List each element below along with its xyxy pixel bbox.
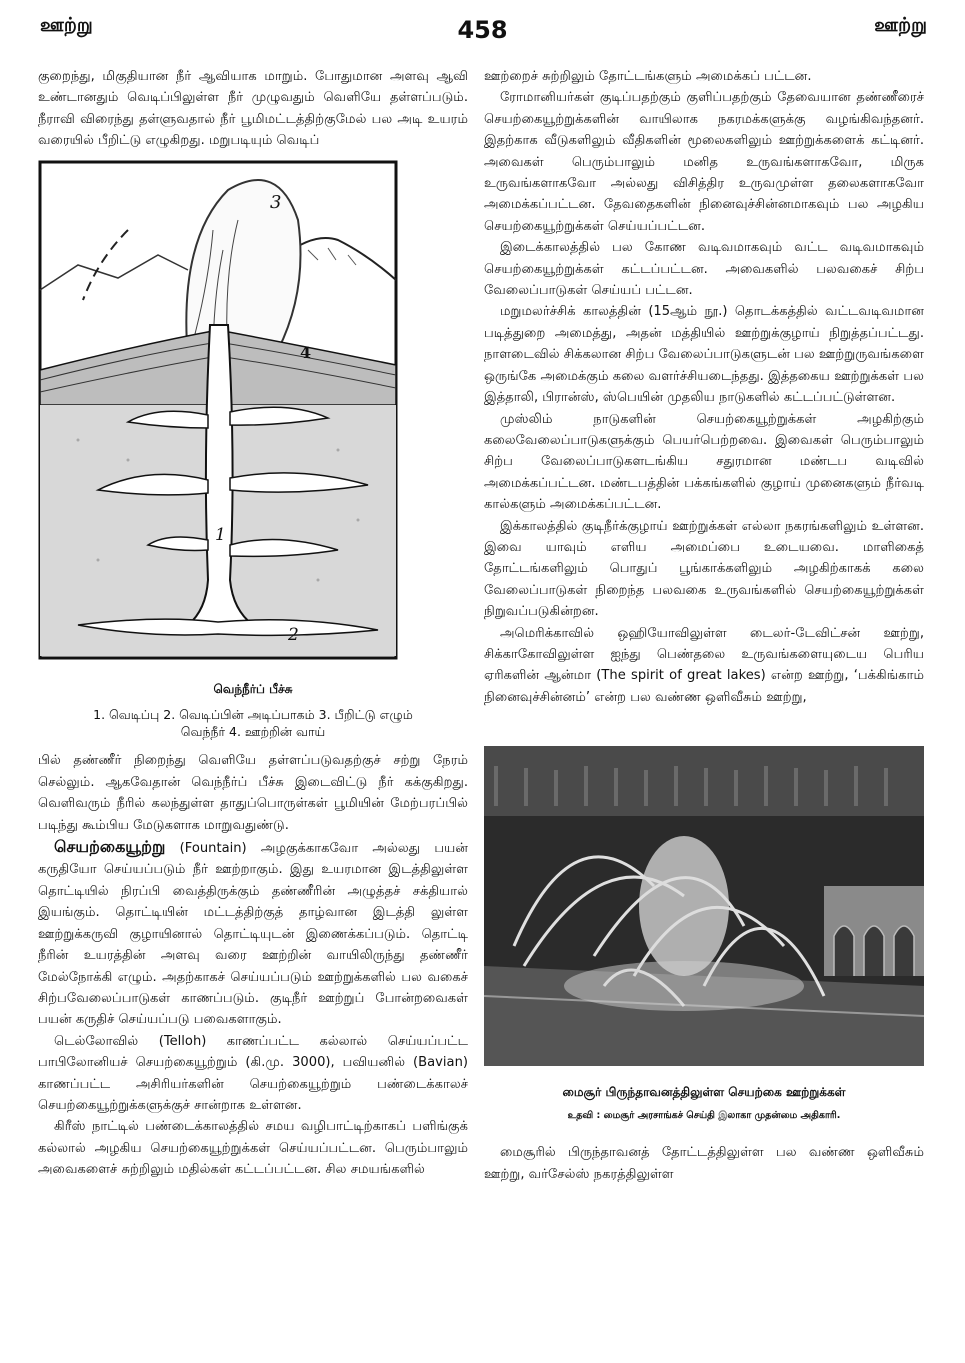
figure-legend [38,706,468,740]
header-right-title: ஊற்று [874,14,927,36]
legend-line-2: வெந்நீர் 4. ஊற்றின் வாய் [180,724,326,740]
right-paragraph-3: இடைக்காலத்தில் பல கோண வடிவமாகவும் வட்ட வடிவமாகவும் செயற்கையூற்றுக்கள் கட்டப்பட்டன. அவைகளில் பலவகைச் சிற்ப வேலைப்பாடுகள் செய்யப் பட்டன. [484,240,924,299]
right-column [484,66,924,1185]
page-number: 458 [457,16,508,44]
photo-credit: உதவி : மைசூர் அரசாங்கச் செய்தி இலாகா முதன்மை அதிகாரி. [567,1110,841,1121]
figure-label-2: 2 [288,624,299,645]
right-paragraph-5: முஸ்லிம் நாடுகளின் செயற்கையூற்றுக்கள் அழகிற்கும் கலைவேலைப்பாடுகளுக்கும் பெயர்பெற்றவை. இவைகள் பெரும்பாலும் சிற்ப வேலைப்பாடுகளடங்கிய சதுரமான மண்டப வடிவில் அமைக்கப்பட்டன. மண்டபத்தின் பக்கங்களில் குழாய் முனைகளும் நீர்வடி கால்களும் அமைக்கப்பட்டன. [484,411,924,513]
fountain-heading: செயற்கையூற்று [54,837,166,857]
right-paragraph-1: ஊற்றைச் சுற்றிலும் தோட்டங்களும் அமைக்கப் பட்டன. [484,69,812,84]
after-figure-paragraph: பில் தண்ணீர் நிறைந்து வெளியே தள்ளப்படுவதற்குச் சற்று நேரம் செல்லும். ஆகவேதான் வெந்நீர்ப் பீச்சு இடைவிட்டு நீர் கக்குகிறது. வெளிவரும் நீரில் கலந்துள்ள தாதுப்பொருள்கள் பூமியின் மேற்பரப்பில் படிந்து கூம்பிய மேடுகளாக மாறுவதுண்டு. [38,753,468,833]
right-paragraph-7: அமெரிக்காவில் ஒஹியோவிலுள்ள டைலர்-டேவிட்சன் ஊற்று, சிக்காகோவிலுள்ள ஐந்து பெண்தலை உருவங்களையுடைய பெரிய ஏரிகளின் ஆன்மா (The spirit of great lakes) என்ற ஊற்று, ‘பக்கிங்காம் நினைவுச்சின்னம்’ என்ற பல வண்ண ஒளிவீசும் ஊற்று, [484,625,924,705]
right-paragraph-6: இக்காலத்தில் குடிநீர்க்குழாய் ஊற்றுக்கள் எல்லா நகரங்களிலும் உள்ளன. இவை யாவும் எளிய அமைப்பை உடையவை. மாளிகைத் தோட்டங்களிலும் பொதுப் பூங்காக்களிலும் அழகிற்காகக் கலை வேலைப்பாடுகள் நிறைந்த பலவகை உருவங்களில் செயற்கையூற்றுக்கள் நிறுவப்படுகின்றன. [484,518,924,620]
fountain-paragraph [38,836,468,1031]
fountain-photo [484,746,924,1066]
right-paragraph-8: மைசூரில் பிருந்தாவனத் தோட்டத்திலுள்ள பல வண்ண ஒளிவீசும் ஊற்று, வர்சேல்ஸ் நகரத்திலுள்ள [484,1145,924,1182]
left-column [38,66,468,1181]
geyser-diagram [38,160,398,660]
photo-caption: மைசூர் பிருந்தாவனத்திலுள்ள செயற்கை ஊற்றுக்கள் [562,1084,846,1099]
header-left-title: ஊற்று [40,14,93,36]
intro-paragraph: குறைந்து, மிகுதியான நீர் ஆவியாக மாறும். போதுமான அளவு ஆவி உண்டானதும் வெடிப்பிலுள்ள நீர் முழுவதும் வெளியே தள்ளப்படும். நீராவி விரைந்து தள்ளுவதால் நீர் பூமிமட்டத்திற்குமேல் பல அடி உயரம் வரையில் பீறிட்டு எழுகிறது. மறுபடியும் வெடிப் [38,69,468,149]
legend-line-1: 1. வெடிப்பு 2. வெடிப்பின் அடிப்பாகம் 3. பீறிட்டு எழும் [93,707,413,723]
telloh-paragraph: டெல்லோவில் (Telloh) காணப்பட்ட கல்லால் செய்யப்பட்ட பாபிலோனியச் செயற்கையூற்றும் (கி.மு. 3000), பவியனில் (Bavian) காணப்பட்ட அசிரியர்களின் செயற்கையூற்றும் பண்டைக்காலச் செயற்கையூற்றுக்களுக்குச் சான்றாக உள்ளன. [38,1033,468,1113]
figure-label-3: 3 [270,191,282,213]
right-paragraph-4: மறுமலர்ச்சிக் காலத்தின் (15ஆம் நூ.) தொடக்கத்தில் வட்டவடிவமான படித்துறை அமைத்து, அதன் மத்தியில் ஊற்றுக்குழாய் நிறுத்தப்பட்டது. நாளடைவில் சிக்கலான சிற்ப வேலைப்பாடுகளுடன் பல ஊற்றுருவங்களை ஒருங்கே அமைக்கும் கலை வளர்ச்சியடைந்தது. இத்தகைய ஊற்றுக்கள் பல இத்தாலி, பிரான்ஸ், ஸ்பெயின் முதலிய நாடுகளில் கட்டப்பட்டுள்ளன. [484,304,924,406]
figure-label-4: 4 [300,342,312,362]
figure-caption: வெந்நீர்ப் பீச்சு [213,682,293,697]
figure-label-1: 1 [215,524,226,545]
greece-paragraph: கிரீஸ் நாட்டில் பண்டைக்காலத்தில் சமய வழிபாட்டிற்காகப் பளிங்குக் கல்லால் அழகிய செயற்கையூற்றுக்கள் செய்யப்பட்டன. பெரும்பாலும் அவைகளைச் சுற்றிலும் மதில்கள் கட்டப்பட்டன. சில சமயங்களில் [38,1119,468,1178]
right-paragraph-2: ரோமானியர்கள் குடிப்பதற்கும் குளிப்பதற்கும் தேவையான தண்ணீரைச் செயற்கையூற்றுக்களின் வாயிலாக நகரமக்களுக்கு வழங்கிவந்தனர். இதற்காக வீடுகளிலும் வீதிகளின் மூலைகளிலும் ஊற்றுக்களைக் கட்டினர். அவைகள் பெரும்பாலும் மனித உருவங்களாகவோ, மிருக உருவங்களாகவோ அல்லது விசித்திர உருவமுள்ள தலைகளாகவோ அமைக்கப்பட்டன. தேவதைகளின் நினைவுச்சின்னமாகவும் பல அழகிய செயற்கையூற்றுக்கள் செய்யப்பட்டன. [484,90,924,234]
fountain-text: (Fountain) அழகுக்காகவோ அல்லது பயன் கருதியோ செய்யப்படும் நீர் ஊற்றாகும். இது உயரமான இடத்திலுள்ள தொட்டியில் நிரப்பி வைத்திருக்கும் தண்ணீரின் அழுத்தச் சக்தியால் இயங்கும். தொட்டியின் மட்டத்திற்குத் தாழ்வான இடத்தி லுள்ள ஊற்றுக்கருவி குழாயினால் தொட்டியுடன் இணைக்கப்படும். தொட்டி நீரின் உயரத்தின் அளவு வரை ஊற்றின் வாயிலிருந்து தண்ணீர் மேல்நோக்கி எழும். அதற்காகச் செய்யப்படும் ஊற்றுக்களில் பல வகைச் சிற்பவேலைப்பாடுகள் காணப்படும். குடிநீர் ஊற்றுப் போன்றவைகள் பயன் கருதிச் செய்யப்படு பவைகளாகும். [38,841,468,1028]
